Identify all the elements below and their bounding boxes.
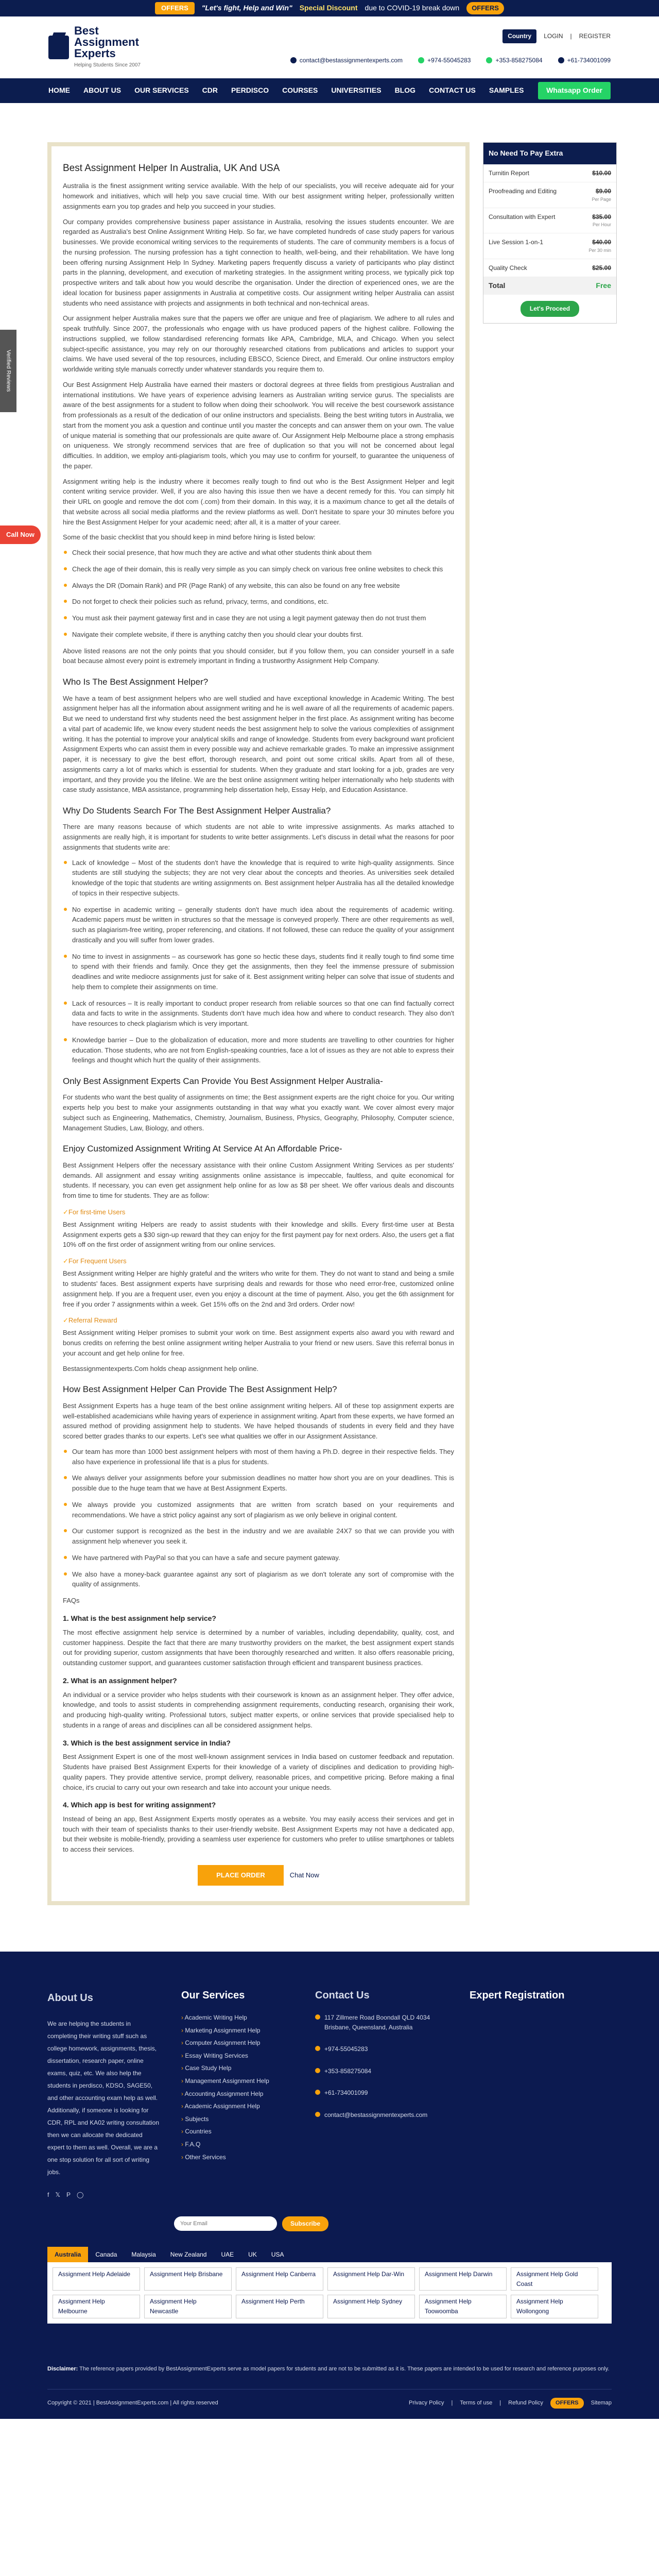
city-link[interactable]: Assignment Help Newcastle [144,2295,232,2318]
logo-line3: Experts [74,47,116,60]
header-right [290,29,611,65]
footer-phone1[interactable] [315,2044,449,2054]
total-value: Free [596,281,611,290]
footer-services-list [181,2013,294,2162]
header-phone1[interactable] [418,56,471,65]
widget-row [483,164,616,183]
footer-services-title: Our Services [181,1990,245,2002]
list-item: We have partnered with PayPal so that you can have a safe and secure payment gateway. [63,1553,454,1563]
faq-question: 3. Which is the best assignment service in India? [63,1738,231,1747]
divider: | [499,2400,501,2406]
paragraph: Our Best Assignment Help Australia have earned their masters or doctoral degrees at three fields from prestigious Australian and international institutions. We have years of experience advising learners as Australian writing service gurus. The specialists are aware of the best assignments for a student to follow when doing their schoolwork. You will receive the best coursework assistance from professionals as a result of the dedication of our online instructors and specialists. Being the best writing tutors in Australia, we start from the moment you ask a question and continue until you master the concepts and can answer them on your own. The value of unique material is something that our professionals are quite aware of. Our Assignment Help Melbourne place a strong emphasis on uniqueness. We strongly recommend services that are free of duplication so that you will not be concerned about legal difficulties. In addition, we employ anti-plagiarism tools, which you may use to confirm for yourself, to guarantee the uniqueness of the paper. [63,380,454,470]
offer-headline: "Let's fight, Help and Win" [201,4,292,12]
offer-bar [0,0,659,16]
newsletter [174,2216,612,2231]
copyright-text: Copyright © 2021 | BestAssignmentExperts.com | All rights reserved [47,2400,218,2406]
paragraph: We have a team of best assignment helpers who are well studied and have exceptional knowledge in Academic Writing. The best assignment helper has all the information about assignment writing and he is well aware of all the requirements of academic papers. But we need to understand first why students need the best assignment helper in the first place. As assignment writing has become a vital part of academic life, we know every student needs the best assignment help to solve the various complexities of assignment writing. It has the potential to improve your analytical skills and range of knowledge. Students from every background want proficient Assignment Experts who can assist them in every possible way and achieve remarkable grades. To make an impressive assignment paper, it is necessary to give the best effort, thorough research, and point out some critical skills. Apart from all of these, assignments carry a lot of marks which is essential for students. When they graduate and start looking for a job, grades are very important, and they provide you the lifeline. We are the best online assignment writing helper internationally who help students with case study assistance, MBA assistance, programming help dissertation help, Essay Help, and Education Assistance. [63,694,454,794]
tab-malaysia[interactable]: Malaysia [131,2250,156,2258]
disclaimer-text: The reference papers provided by BestAssignmentExperts serve as model papers for students and are not to be submitted as it is. These papers are intended to be used for research and reference purposes only. [79,2365,610,2372]
paragraph: Best Assignment writing Helper are highly grateful and the writers who write for them. They do not want to stand and being a smile to students' faces. Best assignment experts have surprising deals and rewards for those who need error-free, customized online assignment help. If you are a frequent user, even you enjoy a discount at the time of payment. Also, you get the 6th assignment for free if you order 7 assignments within a week. Get 15% offs on the 2nd and 3rd orders. Order now! [63,1269,454,1308]
paragraph: Above listed reasons are not the only points that you should consider, but if you follow them, you can consider yourself in a safe boat because almost every point is extremely important in finding a trustworthy Assignment Help Company. [63,647,454,665]
footer-phone2-text: +353-858275084 [324,2067,372,2075]
old-price: $40.00 [592,239,611,246]
tab-canada[interactable]: Canada [95,2250,117,2258]
qualities-list [63,1447,454,1589]
place-order-button[interactable]: PLACE ORDER [198,1865,284,1886]
total-label: Total [489,281,506,290]
newsletter-email-input[interactable] [174,2216,277,2231]
nav-universities[interactable]: UNIVERSITIES [331,86,381,95]
old-price: $10.00 [592,169,611,177]
list-item: Lack of knowledge – Most of the students don't have the knowledge that is required to write high-quality assignments. Since students are still studying the subjects; they are not very clear about the concepts and theories. As universities seek detailed knowledge of the topic that students are writing assignments on. Best assignment helper Australia has all the detailed knowledge of topics in their respective subjects. [63,858,454,899]
list-item: Knowledge barrier – Due to the globalization of education, more and more students are travelling to other countries for higher education. Those students, who are not from English-speaking countries, face a lot of issues as they are not able to express their feelings and thought which hurt the quality of their assignments. [63,1035,454,1065]
list-item: We always provide you customized assignments that are written from scratch based on your requirements and recommendations. We have a strict policy against any sort of plagiarism as we only believe in original content. [63,1500,454,1520]
section-heading: How Best Assignment Helper Can Provide The Best Assignment Help? [63,1384,337,1395]
nav-cdr[interactable]: CDR [202,86,218,95]
logo-tagline: Helping Students Since 2007 [74,62,141,69]
discount-label: ✓ For first-time Users [63,1207,454,1217]
login-link[interactable]: LOGIN [544,32,563,40]
register-link[interactable]: REGISTER [579,32,611,40]
divider: | [570,32,572,40]
paragraph: There are many reasons because of which students are not able to write impressive assignments. As marks attached to assignments are really high, it is important for students to write better assignments. Let's discuss in detail what the reasons for poor assignments that students write are: [63,823,454,851]
nav-about-us[interactable]: ABOUT US [83,86,122,95]
footer-email[interactable] [315,2110,449,2120]
paragraph: Some of the basic checklist that you should keep in mind before hiring is listed below: [63,533,316,541]
footer-service-link[interactable]: › Accounting Assignment Help [181,2089,294,2099]
widget-row-name: Consultation with Expert [489,213,556,221]
city-link[interactable]: Assignment Help Gold Coast [511,2267,598,2291]
instagram-icon[interactable]: ◯ [77,2191,84,2199]
old-price: $35.00 [592,213,611,221]
footer-service-link[interactable]: › Academic Writing Help [181,2013,294,2023]
facebook-icon[interactable]: f [47,2191,49,2199]
list-item: We also have a money-back guarantee against any sort of plagiarism as we don't tolerate any sort of compromise with the quality of assignments. [63,1569,454,1590]
city-link[interactable]: Assignment Help Adelaide [53,2267,140,2291]
faq-question: 2. What is an assignment helper? [63,1676,177,1685]
footer-services [181,1988,294,2201]
list-item: No expertise in academic writing – generally students don't have much idea about the requirements of academic writing. Academic papers must be written in structures so that the message is conveyed properly. There are other requirements as well, such as plagiarism-free writing, proper referencing, and citations. If not followed, these can reduce the quality of your assignment drastically and you will suffer from lower grades. [63,905,454,945]
social-links [47,2189,161,2201]
whatsapp-icon [315,2068,320,2073]
phone-icon [558,57,564,63]
widget-row-price [588,238,611,255]
country-tabs [47,2247,612,2263]
whatsapp-icon [315,2046,320,2051]
article [47,142,470,1905]
location-icon [315,2014,320,2020]
section-heading: Enjoy Customized Assignment Writing At Service At An Affordable Price- [63,1144,342,1154]
city-link[interactable]: Assignment Help Brisbane [144,2267,232,2291]
nav-courses[interactable]: COURSES [282,86,318,95]
faqs-label: FAQs [63,1597,80,1605]
tab-australia[interactable]: Australia [47,2247,88,2263]
list-item: Lack of resources – It is really important to conduct proper research from reliable sources so that one can find factually correct data and facts to write in the assignments. Students don't have much idea how and where to conduct research. They also don't have resources to check plagiarism which is very important. [63,998,454,1029]
footer-service-link[interactable]: › Other Services [181,2153,294,2162]
graduation-cap-icon [48,36,69,59]
offer-code-button[interactable]: OFFERS [466,2,504,14]
disclaimer [47,2365,612,2374]
nav-our-services[interactable]: OUR SERVICES [134,86,189,95]
twitter-icon[interactable]: 𝕏 [55,2191,61,2199]
reviews-side-badge[interactable]: Verified Reviews [0,330,16,412]
paragraph: Australia is the finest assignment writing service available. With the help of our specialists, you will receive adequate aid for your homework and initiatives, which will help you save crucial time. With our best assignment writing helper, professionally written assignments earn you top grades and help you succeed in your studies. [63,182,454,210]
widget-row-name: Proofreading and Editing [489,188,557,195]
nav-blog[interactable]: BLOG [394,86,416,95]
header-contacts [290,56,611,65]
header-phone3-text: +61-734001099 [567,57,611,64]
paragraph: Bestassignmentexperts.Com holds cheap assignment help online. [63,1364,259,1372]
footer-phone1-text: +974-55045283 [324,2045,368,2053]
widget-row-price [592,263,611,273]
whatsapp-order-button[interactable]: Whatsapp Order [538,82,611,99]
header-phone2-text: +353-858275084 [495,57,543,64]
footer-phone3-text: +61-734001099 [324,2089,368,2097]
paragraph: Best Assignment writing Helper promises to submit your work on time. Best assignment experts also award you with reward and bonus credits on referring the best online assignment writing helper Australia to your friend or new users. Save this referral bonus in your account and get help online for free. [63,1329,454,1357]
subscribe-button[interactable]: Subscribe [282,2216,328,2231]
widget-total [483,277,616,295]
section-heading: Only Best Assignment Experts Can Provide You Best Assignment Helper Australia- [63,1076,383,1087]
city-link[interactable]: Assignment Help Melbourne [53,2295,140,2318]
widget-row [483,208,616,234]
city-link[interactable]: Assignment Help Canberra [236,2267,323,2291]
discount-label: ✓ For Frequent Users [63,1256,454,1266]
faq-question: 1. What is the best assignment help service? [63,1614,216,1623]
widget-title: No Need To Pay Extra [483,143,616,164]
sitemap-link[interactable]: Sitemap [591,2400,612,2406]
footer-service-link[interactable]: › Essay Writing Services [181,2051,294,2061]
paragraph: Our assignment helper Australia makes sure that the papers we offer are unique and free of plagiarism. We adhere to all rules and speak truthfully. Since 2007, the professionals who engage with us have produced papers of the highest calibre. Following the instructions supplied, we follow standardised referencing formats like APA, Cambridge, MLA, and Chicago. When you select subject-specific assistance, you may rely on our thoroughly researched citations from publications and articles to support your claims. We have used several of the top resources, including EBSCO, Science Direct, and Emerald. Our online instructors employ worldwide writing style manuals correctly under whatever standards you require them to. [63,314,454,374]
pricing-widget [483,142,617,324]
city-link[interactable]: Assignment Help Dar-Win [327,2267,415,2291]
footer-legal-links [409,2398,612,2409]
faq-answer: Best Assignment Expert is one of the most well-known assignment services in India based on customer feedback and reputation. Students have praised Best Assignment Experts for their knowledge of a variety of disciplines and dedication to providing high-quality papers. They provide attentive service, prompt delivery, reasonable prices, and competitive pricing. Before making a final choice, it's crucial to carry out your own research and take into account your unique needs. [63,1753,454,1791]
widget-row-name: Quality Check [489,264,527,272]
price-unit: Per 30 min [588,247,611,253]
refund-policy-link[interactable]: Refund Policy [508,2400,544,2406]
list-item: Do not forget to check their policies such as refund, privacy, terms, and conditions, etc. [63,597,454,607]
main-nav [0,78,659,103]
offer-tail: due to COVID-19 break down [365,4,460,12]
phone-icon [315,2090,320,2095]
paragraph: Best Assignment Experts has a huge team of the best online assignment writing helpers. All of these top assignment experts are well-established academicians while having years of experience in assignment writing. Apart from these experts, we have formed an assured method of providing assignment help to students. We have helped thousands of students in every field and they have scored better grades thanks to our experts. Let's see what qualities we offer in our Assignment Assistance. [63,1401,454,1440]
list-item: Always the DR (Domain Rank) and PR (Page Rank) of any website, this can also be found on any free website [63,581,454,591]
widget-row-name: Turnitin Report [489,169,529,177]
footer-service-link[interactable]: › Academic Assignment Help [181,2102,294,2111]
nav-home[interactable]: HOME [48,86,70,95]
list-item: Our team has more than 1000 best assignment helpers with most of them having a Ph.D. degree in their respective fields. They also have experience in professional life that is a plus for students. [63,1447,454,1467]
tab-usa[interactable]: USA [271,2250,284,2258]
faq-answer: Instead of being an app, Best Assignment Experts mostly operates as a website. You may easily access their services and get in touch with their team of specialists thanks to their user-friendly website. Best Assignment Experts may not have a dedicated app, but their website is mobile-friendly, providing a seamless user experience for customers who prefer to utilise smartphones or tablets to access their services. [63,1815,454,1854]
cta-row [63,1865,454,1886]
list-item: Check their social presence, that how much they are active and what other students think about them [63,548,454,558]
footer-contact [315,1988,449,2201]
price-unit: Per Hour [592,222,611,228]
section-heading: Why Do Students Search For The Best Assignment Helper Australia? [63,806,331,816]
city-link[interactable]: Assignment Help Darwin [419,2267,507,2291]
reasons-list [63,858,454,1066]
footer-service-link[interactable]: › Subjects [181,2114,294,2124]
logo-line1: Best [74,24,99,38]
widget-row-name: Live Session 1-on-1 [489,239,544,246]
site-footer [0,1952,659,2419]
list-item: No time to invest in assignments – as coursework has gone so hectic these days, students find it really tough to find some time to spend with their friends and family. Once they get the assignments, then they feel the immense pressure of submission deadlines and write mediocre assignments just for sake of it. Best assignment writing helper can solve that issue of students and help them to complete their assignments on time. [63,952,454,992]
copyright-bar [47,2389,612,2409]
lets-proceed-button[interactable]: Let's Proceed [521,301,579,317]
widget-row-price [592,187,611,204]
section-heading: Who Is The Best Assignment Helper? [63,677,209,687]
city-link[interactable]: Assignment Help Toowoomba [419,2295,507,2318]
main-content [0,103,659,1905]
whatsapp-icon [418,57,424,63]
divider: | [451,2400,453,2406]
nav-perdisco[interactable]: PERDISCO [231,86,269,95]
faq-question: 4. Which app is best for writing assignment? [63,1801,216,1809]
country-selector[interactable]: Country [502,29,536,43]
nav-samples[interactable]: SAMPLES [489,86,524,95]
tab-new-zealand[interactable]: New Zealand [170,2250,207,2258]
footer-service-link[interactable]: › Management Assignment Help [181,2076,294,2086]
terms-link[interactable]: Terms of use [460,2400,493,2406]
widget-row [483,182,616,208]
widget-row-price [592,212,611,229]
old-price: $9.00 [595,188,611,195]
price-unit: Per Page [592,196,611,202]
header-phone2[interactable] [486,56,542,65]
header-phone1-text: +974-55045283 [427,57,471,64]
chat-now-link[interactable]: Chat Now [289,1871,319,1879]
footer-address [315,2013,449,2032]
widget-row [483,259,616,278]
footer-phone3[interactable] [315,2088,449,2098]
footer-about [47,1988,161,2201]
footer-service-link[interactable]: › Case Study Help [181,2063,294,2073]
list-item: Check the age of their domain, this is really very simple as you can simply check on various free online websites to check this [63,564,454,574]
list-item: You must ask their payment gateway first and in case they are not using a legit payment gateway then do not trust them [63,613,454,623]
offer-special: Special Discount [299,4,358,12]
discount-label: ✓ Referral Reward [63,1315,454,1326]
offers-button[interactable]: OFFERS [550,2398,584,2409]
privacy-policy-link[interactable]: Privacy Policy [408,2400,444,2406]
site-header [0,16,659,78]
page-title: Best Assignment Helper In Australia, UK And USA [63,163,280,174]
paragraph: Best Assignment Helpers offer the necessary assistance with their online Custom Assignment Writing Services as per students' demands. All assignment and essay writing assignments online assistance is impeccable, faultless, and quite economical for students. If necessary, you can even get assignment help online for as low as $8 per sheet. We offer various deals and discounts from time to time for students. They are as follow: [63,1161,454,1200]
list-item: We always deliver your assignments before your submission deadlines no matter how short you are on your deadlines. This is possible due to the huge team that we have at Best Assignment Experts. [63,1473,454,1494]
city-link[interactable]: Assignment Help Perth [236,2295,323,2318]
footer-service-link[interactable]: › Marketing Assignment Help [181,2026,294,2036]
list-item: Navigate their complete website, if there is anything catchy then you should clear your doubts first. [63,630,454,640]
footer-about-text: We are helping the students in completing their writing stuff such as college homework, assignments, thesis, dissertation, research paper, online exams, quiz, etc. We also help the students in perdisco, KDSO, SAGE50, and other accounting exam help as well. Additionally, if someone is looking for CDR, RPL and KA02 writing consultation then we can allocate the dedicated expert to them as well. Overall, we are a one stop solution for all sort of writing jobs. [47,2020,159,2176]
paragraph: Best Assignment writing Helpers are ready to assist students with their knowledge and skills. Every first-time user at Besta Assignment experts gets a $30 sign-up reward that they can enjoy for the first payment pay for next orders. Also, the users get a flat 10% off on the first order of assignment writing from our online services. [63,1220,454,1249]
header-email-text: contact@bestassignmentexperts.com [299,57,403,64]
city-link[interactable]: Assignment Help Wollongong [511,2295,598,2318]
footer-phone2[interactable] [315,2066,449,2076]
checklist [63,548,454,640]
footer-service-link[interactable]: › Countries [181,2127,294,2137]
widget-row [483,233,616,259]
list-item: Our customer support is recognized as the best in the industry and we are available 24X7 so that we can provide you with assignment help whenever you seek it. [63,1526,454,1547]
nav-contact-us[interactable]: CONTACT US [429,86,476,95]
footer-contact-title: Contact Us [315,1990,370,2002]
footer-columns [47,1988,612,2201]
city-links [47,2262,612,2323]
paragraph: Our company provides comprehensive business paper assistance in Australia, resolving the issues students encounter. We are regarded as Australia's best Online Assignment Writing Help. So far, we have completed hundreds of case study papers for various businesses. We provide economical writing services to the requirements of students. The care of community members is a focus of the nursing profession. The nursing profession has a tight connection to health, well-being, and their rehabilitation. We have long been offering nursing Assignment Help In Sydney. Marketing papers frequently discuss a variety of participants who play distinct parts in the planning, development, and execution of marketing strategies. In the assignment writing process, we typically pick top prospective writers and talk about how you would describe the organisation. Under the direction of experienced ones, we are the ideal location for business paper assignments in Australia at competitive costs. Our assignment writing helper Australia can assist students who need assistance with projects and assignments in both technical and non-technical areas. [63,217,454,307]
faq-answer: An individual or a service provider who helps students with their coursework is known as an assignment helper. They offer advice, knowledge, and tools to assist students in comprehending assignment requirements, conducting research, organising their work, and producing high-quality writing. Professional tutors, subject matter experts, or online services that provide specialised help to students in a range of areas and disciplines can all be considered assignment helps. [63,1690,454,1729]
faq-answer: The most effective assignment help service is determined by a number of variables, including dependability, quality, cost, and customer happiness. Despite the fact that there are many trustworthy providers on the market, the best assignment expert stands out for providing superior, custom assignments that have been thoroughly researched and written. It also offers reasonable pricing, outstanding customer support, and guarantees customer satisfaction through efficient and transparent business practices. [63,1628,454,1667]
old-price: $25.00 [592,264,611,272]
site-logo[interactable] [48,25,141,70]
offer-badge[interactable]: OFFERS [155,2,195,14]
footer-about-title: About Us [47,1992,93,2004]
paragraph: For students who want the best quality of assignments on time; the Best assignment experts are the right choice for you. Our writing experts help you best to make your assignments outstanding in that way what you exactly want. We cover almost every major subject such as Engineering, Mathematics, Chemistry, Journalism, Business, Physics, Geography, Philosophy, Computer science, Management Studies, Law, Biology, and others. [63,1093,454,1132]
city-link[interactable]: Assignment Help Sydney [327,2295,415,2318]
email-icon [315,2112,320,2117]
footer-expert [470,1988,573,2201]
email-icon [290,57,297,63]
tab-uae[interactable]: UAE [221,2250,234,2258]
whatsapp-icon [486,57,492,63]
footer-address-text: 117 Zillmere Road Boondall QLD 4034 Brisbane, Queensland, Australia [324,2014,430,2031]
call-now-button[interactable]: Call Now [0,526,41,544]
header-phone3[interactable] [558,56,611,65]
footer-email-text: contact@bestassignmentexperts.com [324,2111,428,2119]
footer-service-link[interactable]: › Computer Assignment Help [181,2038,294,2048]
tab-uk[interactable]: UK [248,2250,257,2258]
expert-registration-link[interactable]: Expert Registration [470,1990,565,2002]
pinterest-icon[interactable]: P [66,2191,71,2199]
footer-service-link[interactable]: › F.A.Q [181,2140,294,2149]
disclaimer-label: Disclaimer: [47,2365,78,2372]
paragraph: Assignment writing help is the industry where it becomes really tough to find out who is the Best Assignment Helper and legit content writing service provider. Well, if you are also having this issue then we have a decent remedy for this. You can simply hit their URL on google and remove the dot com (.com) from their domain. In this way, it is a maximum chance to get all the details of that website across all social media platforms and the review platforms as well. Don't hesitate to spare your 30 minutes before you hire the Best Assignment Helper for your academic need; after all, it is a matter of your career. [63,477,454,526]
widget-row-price [592,168,611,178]
header-email[interactable] [290,56,403,65]
logo-line2: Assignment [74,36,139,49]
header-top [502,29,611,43]
